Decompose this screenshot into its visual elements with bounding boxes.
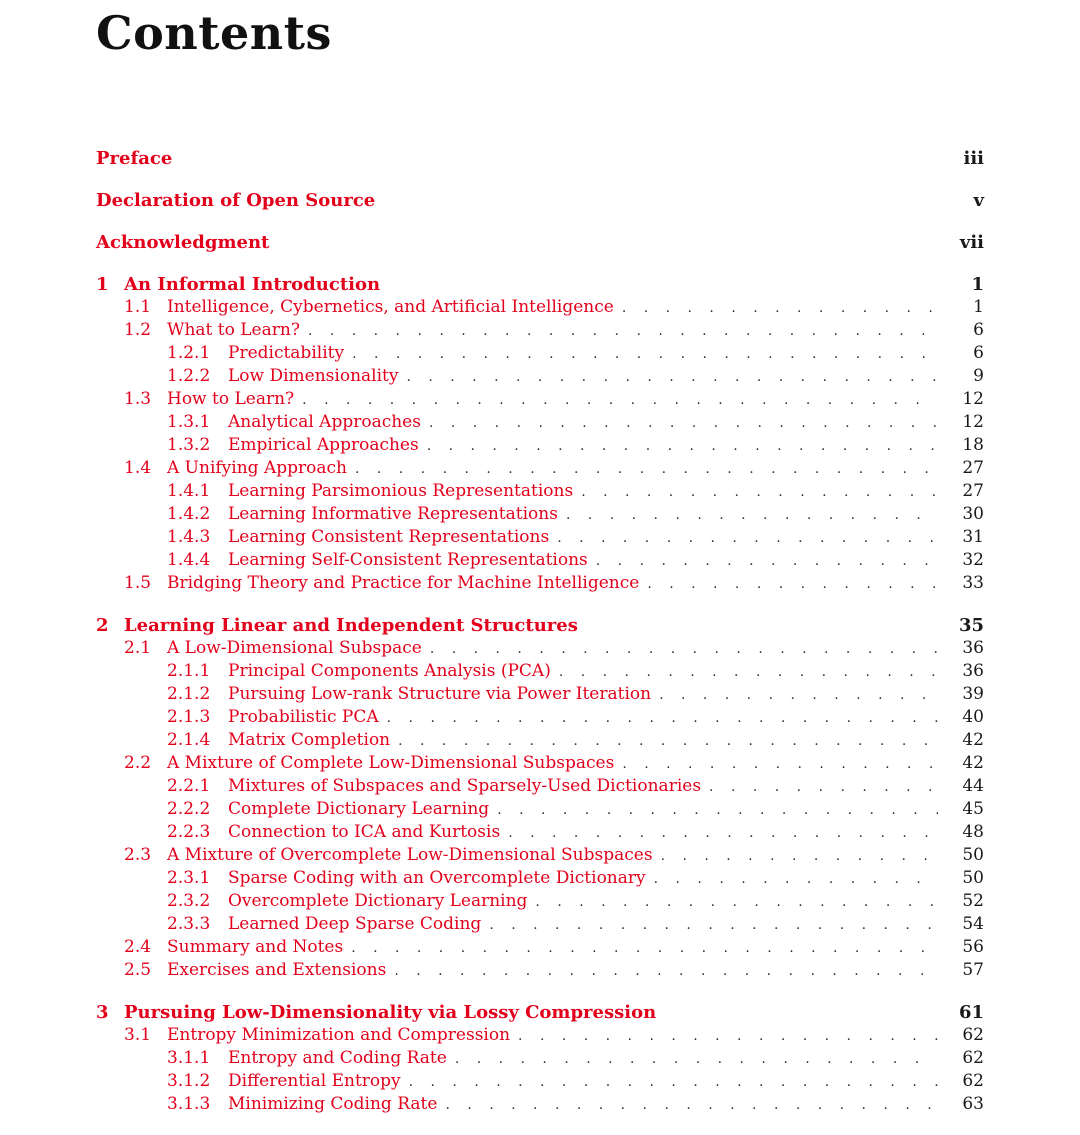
dot-leader — [387, 707, 938, 730]
dot-leader — [302, 389, 938, 412]
toc-page-number: 63 — [962, 1094, 984, 1114]
toc-entry-number[interactable]: 3.1 — [124, 1025, 152, 1045]
toc-section-entry[interactable] — [0, 936, 1080, 959]
toc-entry-number[interactable]: 3.1.1 — [167, 1048, 211, 1068]
toc-section-entry[interactable] — [0, 411, 1080, 434]
toc-page-number: 33 — [962, 573, 984, 593]
dot-leader — [406, 366, 938, 389]
toc-page-number: v — [973, 190, 984, 211]
toc-entry-number[interactable]: 2.1.1 — [167, 661, 211, 681]
toc-entry-title[interactable]: A Unifying Approach — [167, 458, 347, 478]
toc-page-number: 57 — [962, 960, 984, 980]
toc-entry-title[interactable]: Probabilistic PCA — [228, 707, 379, 727]
toc-entry-number[interactable]: 2.3.1 — [167, 868, 211, 888]
toc-section-entry[interactable] — [0, 637, 1080, 660]
toc-entry-title[interactable]: Minimizing Coding Rate — [228, 1094, 438, 1114]
toc-page-number: 44 — [962, 776, 984, 796]
toc-page-number: 6 — [973, 320, 984, 340]
toc-entry-title[interactable]: A Mixture of Complete Low-Dimensional Subspaces — [167, 753, 615, 773]
toc-entry-title[interactable]: Preface — [96, 148, 173, 169]
toc-section-entry[interactable] — [0, 503, 1080, 526]
toc-entry-number[interactable]: 1.3.1 — [167, 412, 211, 432]
toc-entry-title[interactable]: Declaration of Open Source — [96, 190, 376, 211]
dot-leader — [455, 1048, 938, 1071]
toc-section-entry[interactable] — [0, 890, 1080, 913]
toc-entry-number[interactable]: 2.5 — [124, 960, 152, 980]
toc-entry-title[interactable]: Complete Dictionary Learning — [228, 799, 490, 819]
toc-entry-title[interactable]: An Informal Introduction — [124, 274, 381, 295]
toc-section-entry[interactable] — [0, 959, 1080, 982]
toc-entry-number[interactable]: 2.3.2 — [167, 891, 211, 911]
toc-page-number: 36 — [962, 638, 984, 658]
dot-leader — [409, 1071, 938, 1094]
toc-entry-title[interactable]: A Mixture of Overcomplete Low-Dimensional Subspaces — [167, 845, 653, 865]
dot-leader — [489, 914, 938, 937]
toc-entry-title[interactable]: Learning Consistent Representations — [228, 527, 550, 547]
dot-leader — [647, 573, 938, 596]
dot-leader — [398, 730, 938, 753]
toc-section-entry[interactable] — [0, 1024, 1080, 1047]
toc-section-entry[interactable] — [0, 549, 1080, 572]
toc-page-number: 48 — [962, 822, 984, 842]
toc-page-number: 39 — [962, 684, 984, 704]
toc-page-number: 42 — [962, 730, 984, 750]
page-title: Contents — [96, 6, 332, 60]
toc-entry-number[interactable]: 1.5 — [124, 573, 152, 593]
dot-leader — [659, 684, 938, 707]
toc-entry-number[interactable]: 2.1.4 — [167, 730, 211, 750]
toc-page-number: iii — [963, 148, 984, 169]
toc-entry-title[interactable]: Overcomplete Dictionary Learning — [228, 891, 528, 911]
toc-section-entry[interactable] — [0, 480, 1080, 503]
toc-entry-title[interactable]: Analytical Approaches — [228, 412, 421, 432]
toc-entry-number[interactable]: 2.2.2 — [167, 799, 211, 819]
toc-section-entry[interactable] — [0, 434, 1080, 457]
toc-entry-title[interactable]: Sparse Coding with an Overcomplete Dictionary — [228, 868, 646, 888]
toc-section-entry[interactable] — [0, 798, 1080, 821]
toc-page-number: 18 — [962, 435, 984, 455]
toc-page-number: 62 — [962, 1025, 984, 1045]
toc-page-number: 35 — [958, 615, 984, 636]
toc-entry-number[interactable]: 1.3.2 — [167, 435, 211, 455]
toc-page-number: 31 — [962, 527, 984, 547]
toc-entry-title[interactable]: Learning Informative Representations — [228, 504, 558, 524]
toc-section-entry[interactable] — [0, 365, 1080, 388]
dot-leader — [518, 1025, 938, 1048]
toc-page-number: 45 — [962, 799, 984, 819]
toc-entry-number[interactable]: 1.4.2 — [167, 504, 211, 524]
toc-entry-title[interactable]: Learning Linear and Independent Structures — [124, 615, 578, 636]
dot-leader — [355, 458, 938, 481]
toc-entry-title[interactable]: Learned Deep Sparse Coding — [228, 914, 482, 934]
toc-entry-title[interactable]: How to Learn? — [167, 389, 295, 409]
toc-entry-title[interactable]: Exercises and Extensions — [167, 960, 387, 980]
toc-entry-number[interactable]: 2.3 — [124, 845, 152, 865]
toc-entry-title[interactable]: Predictability — [228, 343, 345, 363]
toc-entry-number[interactable]: 1.3 — [124, 389, 152, 409]
toc-chapter-entry[interactable] — [0, 273, 1080, 296]
toc-entry-number[interactable]: 2.1.2 — [167, 684, 211, 704]
toc-entry-number[interactable]: 1.4.4 — [167, 550, 211, 570]
dot-leader — [497, 799, 938, 822]
dot-leader — [709, 776, 938, 799]
toc-page-number: 50 — [962, 868, 984, 888]
toc-entry-title[interactable]: Learning Parsimonious Representations — [228, 481, 574, 501]
toc-entry-number[interactable]: 1.2.1 — [167, 343, 211, 363]
dot-leader — [535, 891, 938, 914]
toc-page-number: 27 — [962, 458, 984, 478]
toc-front-entry[interactable] — [0, 189, 1080, 212]
toc-section-entry[interactable] — [0, 729, 1080, 752]
toc-section-entry[interactable] — [0, 775, 1080, 798]
toc-section-entry[interactable] — [0, 660, 1080, 683]
toc-entry-number[interactable]: 3.1.2 — [167, 1071, 211, 1091]
toc-entry-number[interactable]: 1.2 — [124, 320, 152, 340]
toc-entry-title[interactable]: Bridging Theory and Practice for Machine Intelligence — [167, 573, 640, 593]
toc-section-entry[interactable] — [0, 388, 1080, 411]
toc-entry-title[interactable]: Connection to ICA and Kurtosis — [228, 822, 501, 842]
dot-leader — [508, 822, 938, 845]
toc-page-number: 36 — [962, 661, 984, 681]
dot-leader — [654, 868, 938, 891]
dot-leader — [622, 753, 938, 776]
toc-section-entry[interactable] — [0, 1047, 1080, 1070]
toc-section-entry[interactable] — [0, 706, 1080, 729]
dot-leader — [394, 960, 938, 983]
toc-page-number: 62 — [962, 1048, 984, 1068]
toc-front-entry[interactable] — [0, 231, 1080, 254]
toc-section-entry[interactable] — [0, 683, 1080, 706]
toc-page-number: 62 — [962, 1071, 984, 1091]
toc-entry-title[interactable]: Pursuing Low-Dimensionality via Lossy Compression — [124, 1002, 657, 1023]
toc-entry-title[interactable]: Matrix Completion — [228, 730, 391, 750]
toc-entry-title[interactable]: Pursuing Low-rank Structure via Power Iteration — [228, 684, 652, 704]
toc-entry-number[interactable]: 1.4 — [124, 458, 152, 478]
toc-section-entry[interactable] — [0, 913, 1080, 936]
dot-leader — [622, 297, 938, 320]
toc-section-entry[interactable] — [0, 296, 1080, 319]
toc-page-number: 6 — [973, 343, 984, 363]
toc-section-entry[interactable] — [0, 821, 1080, 844]
toc-page-number: 50 — [962, 845, 984, 865]
toc-page-number: 12 — [962, 412, 984, 432]
toc-section-entry[interactable] — [0, 572, 1080, 595]
toc-entry-number[interactable]: 2.2 — [124, 753, 152, 773]
dot-leader — [566, 504, 938, 527]
toc-page-number: 61 — [958, 1002, 984, 1023]
toc-entry-title[interactable]: A Low-Dimensional Subspace — [167, 638, 422, 658]
toc-entry-number[interactable]: 1.4.1 — [167, 481, 211, 501]
toc-entry-title[interactable]: What to Learn? — [167, 320, 300, 340]
toc-section-entry[interactable] — [0, 526, 1080, 549]
toc-page-number: 1 — [971, 274, 984, 295]
toc-entry-title[interactable]: Principal Components Analysis (PCA) — [228, 661, 551, 681]
dot-leader — [661, 845, 938, 868]
toc-page-number: 12 — [962, 389, 984, 409]
toc-entry-number[interactable]: 2.4 — [124, 937, 152, 957]
toc-page-number: 56 — [962, 937, 984, 957]
toc-page-number: 27 — [962, 481, 984, 501]
toc-entry-number[interactable]: 2.2.1 — [167, 776, 211, 796]
toc-entry-number[interactable]: 1 — [96, 274, 109, 295]
toc-page-number: 1 — [973, 297, 984, 317]
toc-chapter-entry[interactable] — [0, 1001, 1080, 1024]
dot-leader — [427, 435, 938, 458]
toc-page-number: 32 — [962, 550, 984, 570]
toc-section-entry[interactable] — [0, 867, 1080, 890]
dot-leader — [581, 481, 938, 504]
toc-entry-number[interactable]: 3.1.3 — [167, 1094, 211, 1114]
toc-entry-title[interactable]: Differential Entropy — [228, 1071, 401, 1091]
dot-leader — [352, 343, 938, 366]
toc-entry-number[interactable]: 2 — [96, 615, 109, 636]
toc-section-entry[interactable] — [0, 319, 1080, 342]
toc-entry-number[interactable]: 2.2.3 — [167, 822, 211, 842]
toc-page-number: 9 — [973, 366, 984, 386]
toc-entry-title[interactable]: Mixtures of Subspaces and Sparsely-Used Dictionaries — [228, 776, 702, 796]
toc-entry-number[interactable]: 3 — [96, 1002, 109, 1023]
toc-page-number: 30 — [962, 504, 984, 524]
dot-leader — [308, 320, 938, 343]
dot-leader — [559, 661, 938, 684]
dot-leader — [429, 412, 938, 435]
toc-entry-title[interactable]: Entropy and Coding Rate — [228, 1048, 447, 1068]
toc-page-number: 52 — [962, 891, 984, 911]
toc-entry-number[interactable]: 1.1 — [124, 297, 152, 317]
toc-entry-title[interactable]: Intelligence, Cybernetics, and Artificial Intelligence — [167, 297, 614, 317]
toc-entry-number[interactable]: 1.2.2 — [167, 366, 211, 386]
toc-front-entry[interactable] — [0, 147, 1080, 170]
toc-section-entry[interactable] — [0, 752, 1080, 775]
toc-section-entry[interactable] — [0, 342, 1080, 365]
toc-entry-title[interactable]: Empirical Approaches — [228, 435, 419, 455]
toc-entry-title[interactable]: Entropy Minimization and Compression — [167, 1025, 511, 1045]
toc-entry-number[interactable]: 2.3.3 — [167, 914, 211, 934]
toc-entry-title[interactable]: Learning Self-Consistent Representations — [228, 550, 588, 570]
dot-leader — [351, 937, 938, 960]
toc-section-entry[interactable] — [0, 844, 1080, 867]
toc-entry-title[interactable]: Low Dimensionality — [228, 366, 399, 386]
dot-leader — [445, 1094, 938, 1117]
toc-chapter-entry[interactable] — [0, 614, 1080, 637]
toc-entry-number[interactable]: 2.1 — [124, 638, 152, 658]
toc-entry-number[interactable]: 1.4.3 — [167, 527, 211, 547]
toc-section-entry[interactable] — [0, 457, 1080, 480]
toc-page-number: vii — [959, 232, 984, 253]
toc-page-number: 42 — [962, 753, 984, 773]
dot-leader — [557, 527, 938, 550]
toc-section-entry[interactable] — [0, 1070, 1080, 1093]
toc-entry-number[interactable]: 2.1.3 — [167, 707, 211, 727]
toc-page-number: 54 — [962, 914, 984, 934]
dot-leader — [596, 550, 938, 573]
toc-section-entry[interactable] — [0, 1093, 1080, 1116]
dot-leader — [430, 638, 938, 661]
toc-entry-title[interactable]: Acknowledgment — [96, 232, 270, 253]
toc-page-number: 40 — [962, 707, 984, 727]
toc-entry-title[interactable]: Summary and Notes — [167, 937, 344, 957]
